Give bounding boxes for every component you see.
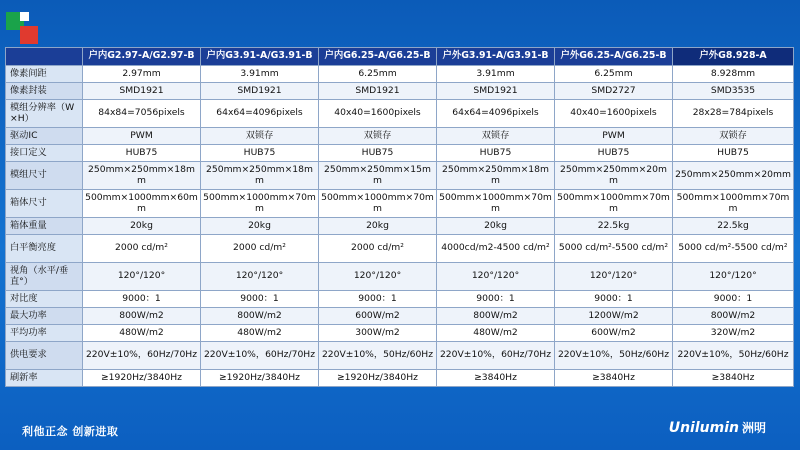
- table-cell: 3.91mm: [437, 66, 555, 83]
- table-cell: 800W/m2: [673, 308, 794, 325]
- table-cell: 250mm×250mm×20mm: [673, 162, 794, 190]
- table-cell: 220V±10%，50Hz/60Hz: [319, 342, 437, 370]
- table-cell: 20kg: [201, 218, 319, 235]
- table-header-row: [6, 48, 794, 66]
- table-cell: 320W/m2: [673, 325, 794, 342]
- table-row: [6, 235, 794, 263]
- table-cell: HUB75: [555, 145, 673, 162]
- logo-red-square: [20, 26, 38, 44]
- table-cell: 2000 cd/m²: [201, 235, 319, 263]
- table-cell: 500mm×1000mm×70mm: [437, 190, 555, 218]
- table-cell: 600W/m2: [319, 308, 437, 325]
- footer-slogan: 利他正念 创新进取: [22, 425, 119, 438]
- row-label: 视角（水平/垂直°）: [6, 263, 83, 291]
- table-row: [6, 100, 794, 128]
- table-cell: 9000：1: [319, 291, 437, 308]
- table-cell: 300W/m2: [319, 325, 437, 342]
- table-cell: HUB75: [319, 145, 437, 162]
- table-cell: 20kg: [83, 218, 201, 235]
- table-cell: 120°/120°: [673, 263, 794, 291]
- header-corner-cell: [6, 48, 83, 66]
- table-cell: 480W/m2: [201, 325, 319, 342]
- table-cell: 40x40=1600pixels: [555, 100, 673, 128]
- table-row: [6, 263, 794, 291]
- table-cell: 双锁存: [201, 128, 319, 145]
- table-cell: 250mm×250mm×20mm: [555, 162, 673, 190]
- table-cell: PWM: [555, 128, 673, 145]
- row-label: 刷新率: [6, 370, 83, 387]
- table-cell: ≥3840Hz: [437, 370, 555, 387]
- table-cell: 1200W/m2: [555, 308, 673, 325]
- table-cell: 120°/120°: [319, 263, 437, 291]
- spec-table: [5, 47, 794, 387]
- table-cell: HUB75: [83, 145, 201, 162]
- table-cell: 120°/120°: [555, 263, 673, 291]
- logo-white-square: [20, 12, 29, 21]
- table-cell: 64x64=4096pixels: [437, 100, 555, 128]
- table-cell: 480W/m2: [83, 325, 201, 342]
- brand-logo: [669, 419, 766, 436]
- header-cell: 户外G8.928-A: [673, 48, 794, 66]
- row-label: 像素封装: [6, 83, 83, 100]
- table-row: [6, 128, 794, 145]
- table-cell: ≥1920Hz/3840Hz: [201, 370, 319, 387]
- table-cell: PWM: [83, 128, 201, 145]
- table-cell: 64x64=4096pixels: [201, 100, 319, 128]
- table-cell: 2000 cd/m²: [319, 235, 437, 263]
- table-cell: 800W/m2: [83, 308, 201, 325]
- table-cell: 9000：1: [555, 291, 673, 308]
- table-cell: 500mm×1000mm×60mm: [83, 190, 201, 218]
- table-cell: 2000 cd/m²: [83, 235, 201, 263]
- table-cell: 双锁存: [673, 128, 794, 145]
- table-cell: 220V±10%，50Hz/60Hz: [555, 342, 673, 370]
- table-cell: 28x28=784pixels: [673, 100, 794, 128]
- table-row: [6, 370, 794, 387]
- table-cell: 220V±10%，50Hz/60Hz: [673, 342, 794, 370]
- table-cell: 20kg: [319, 218, 437, 235]
- table-row: [6, 145, 794, 162]
- table-cell: 500mm×1000mm×70mm: [319, 190, 437, 218]
- table-cell: 40x40=1600pixels: [319, 100, 437, 128]
- table-cell: 220V±10%，60Hz/70Hz: [83, 342, 201, 370]
- table-cell: 6.25mm: [555, 66, 673, 83]
- table-cell: SMD1921: [437, 83, 555, 100]
- row-label: 对比度: [6, 291, 83, 308]
- table-row: [6, 218, 794, 235]
- table-cell: 5000 cd/m²-5500 cd/m²: [673, 235, 794, 263]
- table-cell: 9000：1: [201, 291, 319, 308]
- table-row: [6, 291, 794, 308]
- table-cell: 22.5kg: [673, 218, 794, 235]
- table-cell: 120°/120°: [437, 263, 555, 291]
- table-row: [6, 66, 794, 83]
- table-cell: 800W/m2: [201, 308, 319, 325]
- table-cell: SMD3535: [673, 83, 794, 100]
- table-cell: 双锁存: [319, 128, 437, 145]
- table-cell: 500mm×1000mm×70mm: [201, 190, 319, 218]
- table-row: [6, 162, 794, 190]
- table-cell: 84x84=7056pixels: [83, 100, 201, 128]
- table-cell: 5000 cd/m²-5500 cd/m²: [555, 235, 673, 263]
- table-cell: ≥1920Hz/3840Hz: [83, 370, 201, 387]
- table-cell: 500mm×1000mm×70mm: [673, 190, 794, 218]
- table-cell: HUB75: [201, 145, 319, 162]
- row-label: 箱体尺寸: [6, 190, 83, 218]
- table-cell: ≥3840Hz: [673, 370, 794, 387]
- table-cell: 6.25mm: [319, 66, 437, 83]
- table-cell: 220V±10%，60Hz/70Hz: [201, 342, 319, 370]
- table-cell: SMD2727: [555, 83, 673, 100]
- table-cell: 2.97mm: [83, 66, 201, 83]
- brand-name-cn: 洲明: [741, 421, 766, 435]
- header-cell: 户内G3.91-A/G3.91-B: [201, 48, 319, 66]
- table-cell: 250mm×250mm×18mm: [437, 162, 555, 190]
- table-cell: 500mm×1000mm×70mm: [555, 190, 673, 218]
- row-label: 平均功率: [6, 325, 83, 342]
- header-cell: 户外G3.91-A/G3.91-B: [437, 48, 555, 66]
- header-cell: 户内G6.25-A/G6.25-B: [319, 48, 437, 66]
- row-label: 驱动IC: [6, 128, 83, 145]
- table-cell: 250mm×250mm×18mm: [201, 162, 319, 190]
- table-row: [6, 190, 794, 218]
- table-cell: 9000：1: [673, 291, 794, 308]
- row-label: 供电要求: [6, 342, 83, 370]
- row-label: 最大功率: [6, 308, 83, 325]
- table-cell: 120°/120°: [83, 263, 201, 291]
- header-cell: 户内G2.97-A/G2.97-B: [83, 48, 201, 66]
- table-cell: SMD1921: [201, 83, 319, 100]
- brand-name: Unilumin: [668, 420, 739, 436]
- table-row: [6, 325, 794, 342]
- table-cell: 600W/m2: [555, 325, 673, 342]
- table-cell: SMD1921: [83, 83, 201, 100]
- table-cell: 800W/m2: [437, 308, 555, 325]
- row-label: 模组分辨率（W×H）: [6, 100, 83, 128]
- table-row: [6, 342, 794, 370]
- table-cell: 双锁存: [437, 128, 555, 145]
- table-cell: ≥3840Hz: [555, 370, 673, 387]
- table-cell: 220V±10%，60Hz/70Hz: [437, 342, 555, 370]
- table-cell: 8.928mm: [673, 66, 794, 83]
- table-row: [6, 308, 794, 325]
- table-cell: 3.91mm: [201, 66, 319, 83]
- table-cell: 22.5kg: [555, 218, 673, 235]
- row-label: 接口定义: [6, 145, 83, 162]
- table-cell: 120°/120°: [201, 263, 319, 291]
- table-cell: 9000：1: [437, 291, 555, 308]
- table-cell: 9000：1: [83, 291, 201, 308]
- row-label: 白平衡亮度: [6, 235, 83, 263]
- table-row: [6, 83, 794, 100]
- row-label: 模组尺寸: [6, 162, 83, 190]
- logo-mark: [6, 12, 40, 46]
- table-cell: 480W/m2: [437, 325, 555, 342]
- table-cell: HUB75: [437, 145, 555, 162]
- header-cell: 户外G6.25-A/G6.25-B: [555, 48, 673, 66]
- table-cell: 4000cd/m2-4500 cd/m²: [437, 235, 555, 263]
- row-label: 箱体重量: [6, 218, 83, 235]
- row-label: 像素间距: [6, 66, 83, 83]
- table-cell: ≥1920Hz/3840Hz: [319, 370, 437, 387]
- table-cell: SMD1921: [319, 83, 437, 100]
- table-cell: 20kg: [437, 218, 555, 235]
- table-cell: HUB75: [673, 145, 794, 162]
- table-cell: 250mm×250mm×15mm: [319, 162, 437, 190]
- table-cell: 250mm×250mm×18mm: [83, 162, 201, 190]
